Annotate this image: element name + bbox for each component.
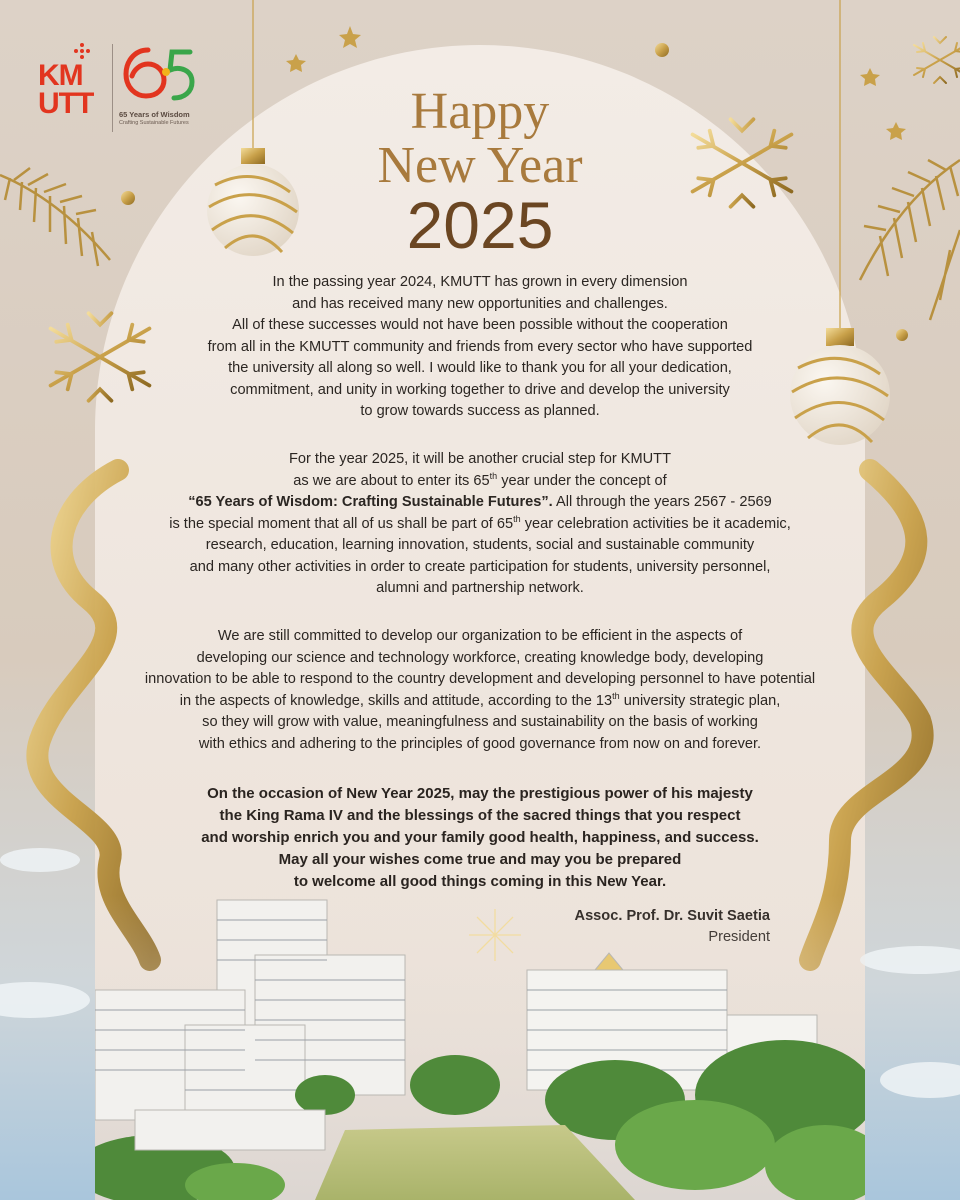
title-happy: Happy [410,83,550,140]
kmutt-65-logo [32,42,202,137]
title-year: 2025 [406,188,554,262]
message-paragraph-2: For the year 2025, it will be another crucial step for KMUTT as we are about to enter its 65th year under the concept of “65 Years of Wisdom: Crafting Sustainable Futures”. All through the years 2567 - 2569 is the special moment that all of us shall be part of 65th year celebration activities be it academic, research, education, learning innovation, students, social and sustainable community and many other activities in order to create participation for students, university personnel, alumni and partnership network. [120,449,840,600]
new-year-wishes: On the occasion of New Year 2025, may the prestigious power of his majesty the King Rama IV and the blessings of the sacred things that you respect and worship enrich you and your family good health, happiness, and success. May all your wishes come true and may you be prepared to welcome all good things coming in this New Year. [201,785,759,890]
logo-65-icon [118,42,198,102]
gold-bead-icon [896,329,908,341]
pine-branch-icon [0,168,110,266]
logo-subtagline: Crafting Sustainable Futures [119,120,189,126]
line-65th-year: as we are about to enter its 65th year under the concept of [293,470,667,489]
message-paragraph-3: We are still committed to develop our organization to be efficient in the aspects of developing our science and technology workforce, creating knowledge body, developing innovation to be able to respond to the country development and developing personnel to have potential in the aspects of knowledge, skills and attitude, according to the 13th university strategic plan, so they will grow with value, meaningfulness and sustainability on the basis of working with ethics and adhering to the principles of good governance from now on and forever. [144,628,816,752]
pine-branch-icon [860,160,960,320]
concept-title: “65 Years of Wisdom: Crafting Sustainable Futures”. [188,494,553,510]
logo-tagline: 65 Years of Wisdom [119,110,190,119]
title-new-year: New Year [377,137,583,194]
campus-photo [95,895,865,1200]
snowflake-icon [914,30,960,90]
kmutt-wordmark: KM UTT [38,59,94,120]
ornament-ball-icon [207,148,299,256]
message-paragraph-1: In the passing year 2024, KMUTT has grown in every dimension and has received many new opportunities and challenges. All of these successes would not have been possible without the cooperation from all in the KMUTT community and friends from every sector who have supported the university all along so well. I would like to thank you for all your dedication, commitment, and unity in working together to drive and develop the university to grow towards success as planned. [207,274,753,419]
logo-dots-icon [72,42,92,62]
line-concept: “65 Years of Wisdom: Crafting Sustainable Futures”. All through the years 2567 - 2569 [188,494,772,510]
gold-bead-icon [655,43,669,57]
logo-divider [112,44,113,132]
snowflake-icon [693,106,792,220]
building [135,1110,325,1150]
gold-bead-icon [121,191,135,205]
